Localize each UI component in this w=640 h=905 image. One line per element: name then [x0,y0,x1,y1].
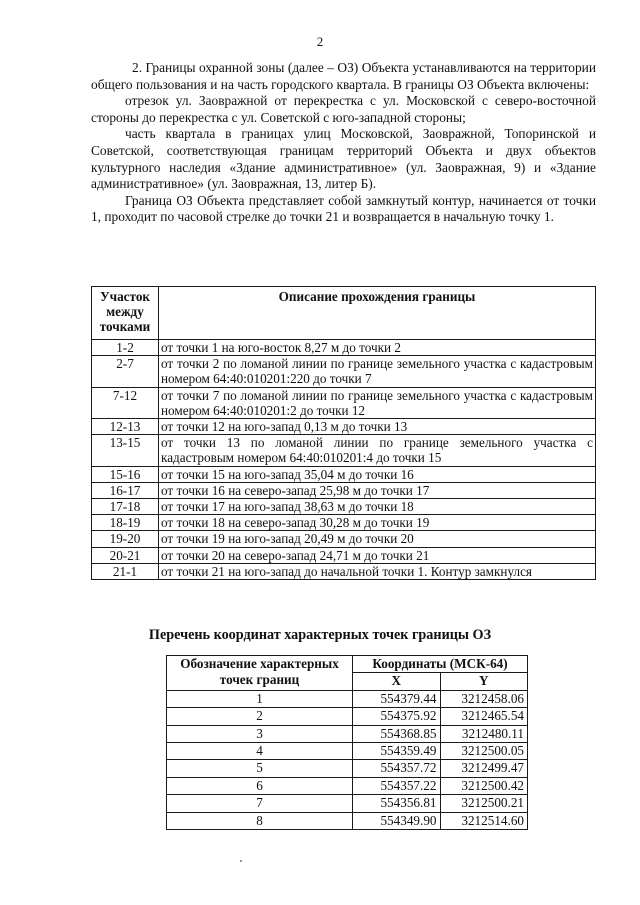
header-point [167,656,353,691]
description-cell: от точки 20 на северо-запад 24,71 м до точки 21 [159,547,596,563]
table-row [92,419,596,435]
table-row [92,435,596,466]
paragraph-1: 2. Границы охранной зоны (далее – ОЗ) Объекта устанавливаются на территории общего пользования и на часть городского квартала. В границы ОЗ Объекта включены: [91,60,596,92]
x-cell: 554359.49 [353,743,440,760]
segment-cell: 12-13 [92,419,159,435]
description-cell: от точки 2 по ломаной линии по границе земельного участка с кадастровым номером 64:40:010201:220 до точки 7 [159,356,596,387]
table-row [167,743,528,760]
table-row [92,563,596,579]
header-description: Описание прохождения границы [159,287,596,340]
scan-speck [240,860,242,862]
description-cell: от точки 12 на юго-запад 0,13 м до точки 13 [159,419,596,435]
segment-cell: 15-16 [92,466,159,482]
segment-cell: 16-17 [92,482,159,498]
point-number: 7 [167,795,353,812]
table-row [92,387,596,418]
description-cell: от точки 1 на юго-восток 8,27 м до точки 2 [159,340,596,356]
y-cell: 3212480.11 [440,725,528,742]
table-row [92,466,596,482]
table-row [92,515,596,531]
table-row [92,531,596,547]
body-text [91,60,596,226]
table-row [167,777,528,794]
description-cell: от точки 7 по ломаной линии по границе земельного участка с кадастровым номером 64:40:010201:2 до точки 12 [159,387,596,418]
x-cell: 554357.22 [353,777,440,794]
description-cell: от точки 16 на северо-запад 25,98 м до точки 17 [159,482,596,498]
y-cell: 3212499.47 [440,760,528,777]
segment-cell: 1-2 [92,340,159,356]
segments-header-row [92,287,596,340]
paragraph-2: отрезок ул. Заовражной от перекрестка с ул. Московской с северо-восточной стороны до перекрестка с ул. Советской с юго-западной стороны; [91,93,596,125]
table-row [167,795,528,812]
header-x: X [353,673,440,690]
point-number: 6 [167,777,353,794]
point-number: 4 [167,743,353,760]
header-point-line2: точек границ [219,672,300,688]
y-cell: 3212500.05 [440,743,528,760]
segment-cell: 18-19 [92,515,159,531]
header-segment-line1: Участок [99,289,151,304]
coord-header-row [167,656,528,673]
segment-cell: 21-1 [92,563,159,579]
segment-cell: 7-12 [92,387,159,418]
table-row [92,356,596,387]
table-row [92,340,596,356]
point-number: 5 [167,760,353,777]
description-cell: от точки 15 на юго-запад 35,04 м до точки 16 [159,466,596,482]
table-row [92,547,596,563]
table-row [167,725,528,742]
header-point-line1: Обозначение характерных [180,656,339,671]
y-cell: 3212458.06 [440,690,528,707]
description-cell: от точки 17 на юго-запад 38,63 м до точки 18 [159,499,596,515]
segment-cell: 13-15 [92,435,159,466]
table-row [167,760,528,777]
description-cell: от точки 18 на северо-запад 30,28 м до точки 19 [159,515,596,531]
paragraph-3: часть квартала в границах улиц Московской, Заовражной, Топоринской и Советской, соответствующая границам территорий Объекта и двух объектов культурного наследия «Здание административное» (ул. Заовражная, 9) и «Здание административное» (ул. Заовражная, 13, литер Б). [91,126,596,192]
point-number: 3 [167,725,353,742]
description-cell: от точки 13 по ломаной линии по границе земельного участка с кадастровым номером 64:40:010201:4 до точки 15 [159,435,596,466]
point-number: 1 [167,690,353,707]
header-y: Y [440,673,528,690]
point-number: 8 [167,812,353,829]
header-coordinates: Координаты (МСК-64) [353,656,528,673]
x-cell: 554356.81 [353,795,440,812]
page-number: 2 [316,34,324,49]
x-cell: 554349.90 [353,812,440,829]
point-number: 2 [167,708,353,725]
x-cell: 554368.85 [353,725,440,742]
segment-cell: 2-7 [92,356,159,387]
description-cell: от точки 21 на юго-запад до начальной точки 1. Контур замкнулся [159,563,596,579]
table-row [167,690,528,707]
table-row [92,482,596,498]
y-cell: 3212500.21 [440,795,528,812]
table-row [167,812,528,829]
x-cell: 554357.72 [353,760,440,777]
y-cell: 3212514.60 [440,812,528,829]
segment-cell: 20-21 [92,547,159,563]
segment-cell: 19-20 [92,531,159,547]
description-cell: от точки 19 на юго-запад 20,49 м до точки 20 [159,531,596,547]
segment-cell: 17-18 [92,499,159,515]
header-segment-line3: точками [99,319,151,335]
y-cell: 3212465.54 [440,708,528,725]
y-cell: 3212500.42 [440,777,528,794]
table-row [92,499,596,515]
coordinates-title: Перечень координат характерных точек границы ОЗ [148,627,492,643]
paragraph-4: Граница ОЗ Объекта представляет собой замкнутый контур, начинается от точки 1, проходит по часовой стрелке до точки 21 и возвращается в начальную точку 1. [91,192,596,225]
x-cell: 554379.44 [353,690,440,707]
boundary-segments-table [91,286,596,580]
header-segment [92,287,159,340]
x-cell: 554375.92 [353,708,440,725]
header-segment-line2: между [106,304,144,320]
coordinates-table [166,655,528,830]
table-row [167,708,528,725]
